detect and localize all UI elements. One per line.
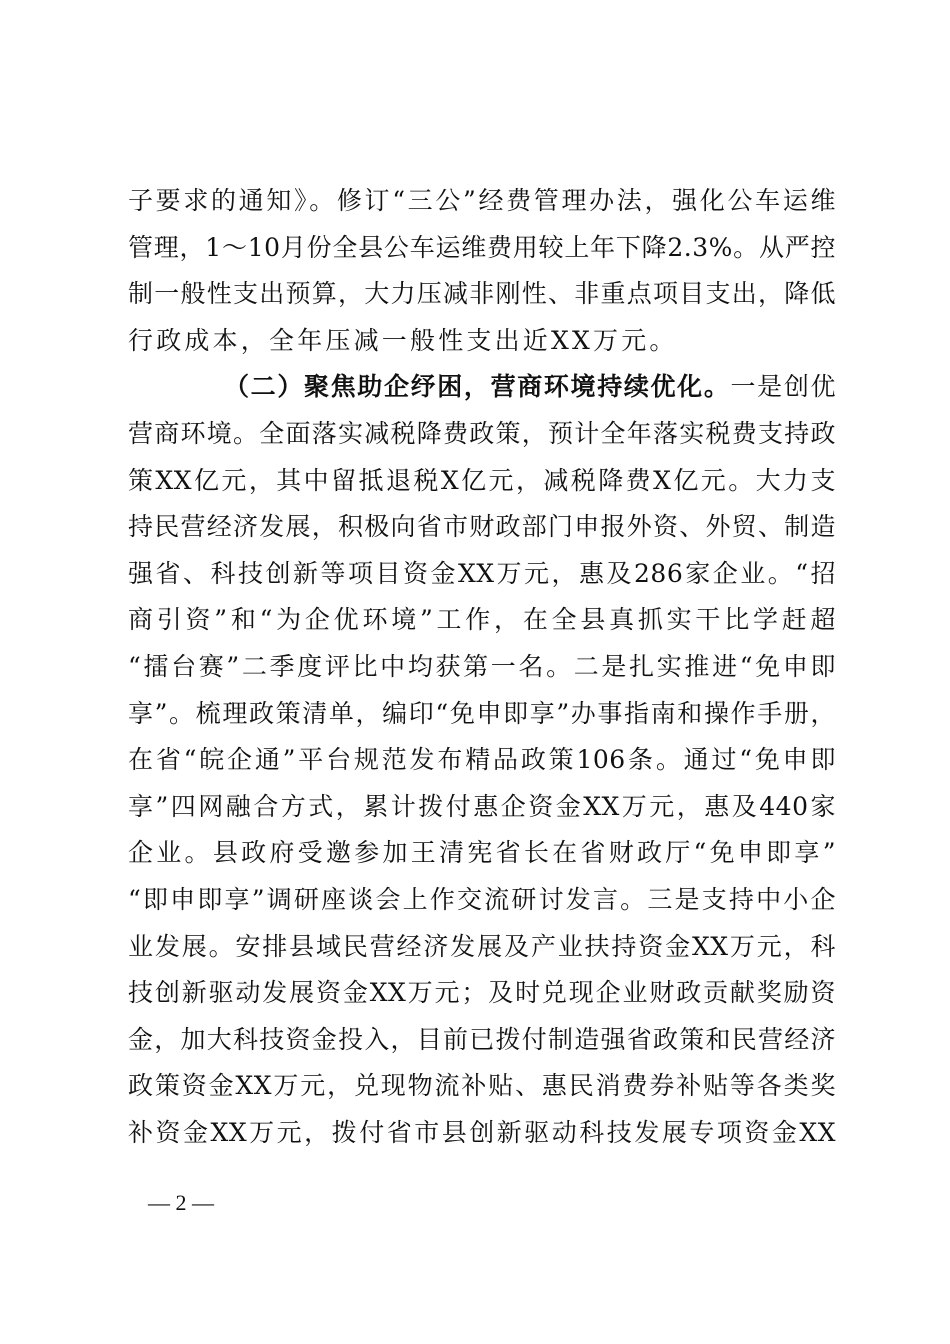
text-line: 行政成本，全年压减一般性支出近XX万元。 — [128, 325, 678, 355]
text-line: 政策资金XX万元，兑现物流补贴、惠民消费券补贴等各类奖 — [128, 1071, 836, 1101]
text-line: “擂台赛”二季度评比中均获第一名。二是扎实推进“免申即 — [128, 651, 836, 681]
text-line: 在省“皖企通”平台规范发布精品政策106条。通过“免申即 — [128, 745, 836, 775]
section-heading-continuation: 一是创优 — [730, 372, 836, 402]
text-line: 补资金XX万元，拨付省市县创新驱动科技发展专项资金XX — [128, 1117, 836, 1147]
text-line: 技创新驱动发展资金XX万元；及时兑现企业财政贡献奖励资 — [128, 978, 836, 1008]
page-number: — 2 — — [148, 1190, 214, 1215]
text-line: 子要求的通知》。修订“三公”经费管理办法，强化公车运维 — [128, 186, 836, 215]
text-line: 持民营经济发展，积极向省市财政部门申报外资、外贸、制造 — [128, 512, 836, 542]
text-line: 享”四网融合方式，累计拨付惠企资金XX万元，惠及440家 — [128, 791, 836, 821]
body-text — [128, 178, 836, 1156]
text-line: 企业。县政府受邀参加王清宪省长在省财政厅“免申即享” — [128, 838, 836, 868]
text-line: 营商环境。全面落实减税降费政策，预计全年落实税费支持政 — [128, 418, 836, 448]
text-line: 享”。梳理政策清单，编印“免申即享”办事指南和操作手册， — [128, 698, 836, 728]
text-line: 业发展。安排县域民营经济发展及产业扶持资金XX万元，科 — [128, 931, 836, 961]
text-line: 商引资”和“为企优环境”工作，在全县真抓实干比学赶超 — [128, 605, 836, 635]
text-line: 策XX亿元，其中留抵退税X亿元，减税降费X亿元。大力支 — [128, 465, 836, 495]
section-heading: （二）聚焦助企纾困，营商环境持续优化。 — [224, 372, 731, 402]
text-line: “即申即享”调研座谈会上作交流研讨发言。三是支持中小企 — [128, 884, 836, 914]
text-line: 制一般性支出预算，大力压减非刚性、非重点项目支出，降低 — [128, 279, 836, 309]
text-line: 金，加大科技资金投入，目前已拨付制造强省政策和民营经济 — [128, 1024, 836, 1054]
section-heading-line — [128, 364, 836, 411]
text-line: 强省、科技创新等项目资金XX万元，惠及286家企业。“招 — [128, 558, 836, 588]
text-line: 管理，1～10月份全县公车运维费用较上年下降2.3%。从严控 — [128, 232, 836, 262]
